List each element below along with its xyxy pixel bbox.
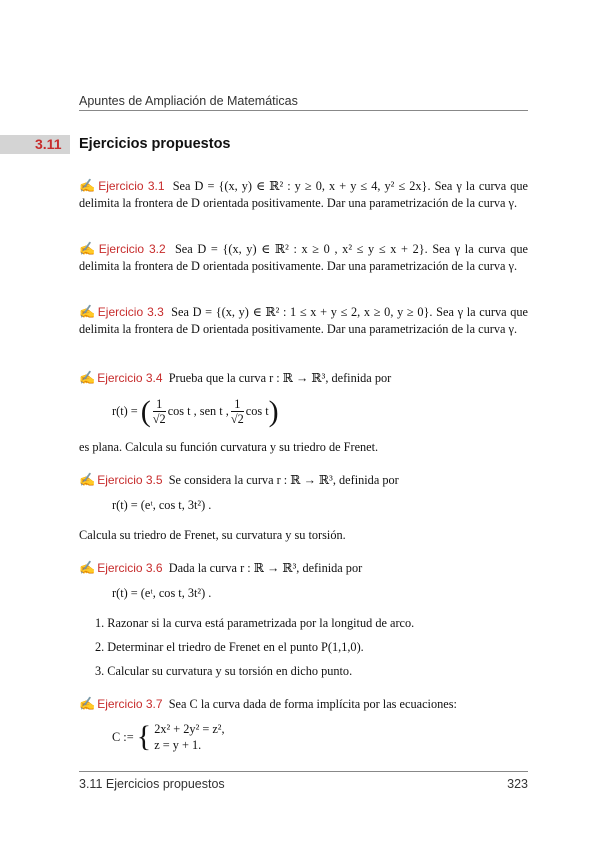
writing-hand-icon: ✍	[79, 472, 96, 487]
exercise-label: Ejercicio 3.3	[97, 305, 164, 319]
fraction-denominator: √2	[152, 412, 166, 426]
exercise-3-6	[79, 559, 528, 577]
exercise-text: Se considera la curva r : ℝ → ℝ³, definida por	[168, 473, 399, 487]
exercise-3-3	[79, 303, 528, 338]
footer-rule	[79, 771, 528, 772]
system-equation: 2x² + 2y² = z²,	[154, 722, 225, 736]
exercise-label: Ejercicio 3.1	[98, 179, 165, 193]
exercise-3-4	[79, 369, 528, 387]
exercise-3-4-after: es plana. Calcula su función curvatura y su triedro de Frenet.	[79, 440, 379, 454]
exercise-text: Sea D = {(x, y) ∈ ℝ² : 1 ≤ x + y ≤ 2, x ≥ 0, y ≥ 0}. Sea γ la curva que delimita la frontera de D orientada positivamente. Dar una parametrización de la curva γ.	[79, 305, 528, 336]
header-rule	[79, 110, 528, 111]
exercise-text: Sea D = {(x, y) ∈ ℝ² : y ≥ 0, x + y ≤ 4, y² ≤ 2x}. Sea γ la curva que delimita la frontera de D orientada positivamente. Dar una parametrización de la curva γ.	[79, 179, 528, 210]
equation-part: cos t	[245, 403, 269, 418]
fraction	[153, 397, 166, 427]
exercise-text: Sea D = {(x, y) ∈ ℝ² : x ≥ 0 , x² ≤ y ≤ x + 2}. Sea γ la curva que delimita la frontera de D orientada positivamente. Dar una parametrización de la curva γ.	[79, 242, 528, 273]
system-lhs: C :=	[112, 729, 134, 744]
equation-3-4	[112, 395, 279, 429]
paren-open: (	[140, 395, 151, 428]
running-header: Apuntes de Ampliación de Matemáticas	[79, 94, 298, 108]
exercise-3-5	[79, 471, 528, 489]
exercise-label: Ejercicio 3.2	[98, 242, 166, 256]
writing-hand-icon: ✍	[79, 178, 97, 193]
equation-3-6: r(t) = (eᵗ, cos t, 3t²) .	[112, 586, 212, 600]
equation-system-3-7	[112, 721, 225, 753]
fraction	[231, 397, 244, 427]
list-item: 1. Razonar si la curva está parametrizada por la longitud de arco.	[95, 616, 415, 630]
writing-hand-icon: ✍	[79, 696, 96, 711]
exercise-label: Ejercicio 3.5	[97, 473, 163, 487]
exercise-label: Ejercicio 3.4	[97, 371, 163, 385]
exercise-3-7	[79, 695, 528, 713]
page-number: 323	[507, 777, 528, 791]
equation-lhs: r(t) =	[112, 403, 138, 418]
writing-hand-icon: ✍	[79, 304, 96, 319]
section-number: 3.11	[35, 136, 62, 152]
fraction-numerator: 1	[231, 397, 244, 412]
brace: {	[136, 720, 152, 753]
equation-3-5: r(t) = (eᵗ, cos t, 3t²) .	[112, 498, 212, 512]
exercise-3-2	[79, 240, 528, 275]
paren-close: )	[268, 395, 279, 428]
running-footer: 3.11 Ejercicios propuestos	[79, 777, 225, 791]
system-equation: z = y + 1.	[154, 738, 202, 752]
exercise-label: Ejercicio 3.6	[97, 561, 163, 575]
writing-hand-icon: ✍	[79, 560, 96, 575]
fraction-denominator: √2	[230, 412, 244, 426]
equation-part: cos t , sen t ,	[167, 403, 229, 418]
exercise-text: Prueba que la curva r : ℝ → ℝ³, definida por	[168, 371, 392, 385]
exercise-3-5-after: Calcula su triedro de Frenet, su curvatura y su torsión.	[79, 528, 346, 542]
exercise-text: Dada la curva r : ℝ → ℝ³, definida por	[168, 561, 363, 575]
exercise-text: Sea C la curva dada de forma implícita por las ecuaciones:	[168, 697, 457, 711]
exercise-label: Ejercicio 3.7	[97, 697, 163, 711]
list-item: 2. Determinar el triedro de Frenet en el punto P(1,1,0).	[95, 640, 364, 654]
writing-hand-icon: ✍	[79, 241, 97, 256]
exercise-3-1	[79, 177, 528, 212]
fraction-numerator: 1	[153, 397, 166, 412]
list-item: 3. Calcular su curvatura y su torsión en dicho punto.	[95, 664, 353, 678]
section-title: Ejercicios propuestos	[79, 136, 231, 152]
writing-hand-icon: ✍	[79, 370, 96, 385]
